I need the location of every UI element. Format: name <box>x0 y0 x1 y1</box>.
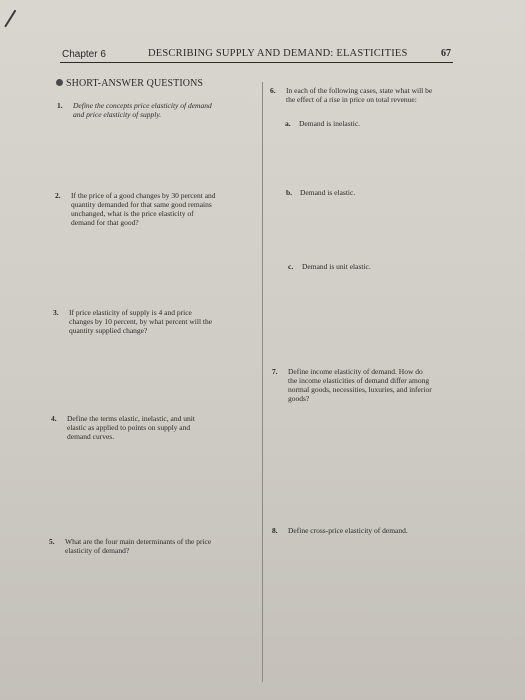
chapter-title: DESCRIBING SUPPLY AND DEMAND: ELASTICITIES <box>148 48 408 59</box>
subpart-text: Demand is inelastic. <box>299 119 361 128</box>
question-number: 6. <box>270 86 276 95</box>
question-number: 3. <box>53 308 59 317</box>
question-number: 7. <box>272 367 278 376</box>
question-number: 4. <box>51 414 57 423</box>
question-line: changes by 10 percent, by what percent will the <box>69 317 213 326</box>
question-text <box>71 191 216 227</box>
question-line: If the price of a good changes by 30 percent and <box>71 191 216 200</box>
question-line: the income elasticities of demand differ among <box>288 376 430 385</box>
question-text <box>73 101 212 119</box>
question-line: quantity demanded for that same good remains <box>71 200 212 209</box>
subpart-label: a. <box>285 119 291 128</box>
page-number: 67 <box>441 48 451 59</box>
question-text <box>286 86 432 104</box>
section-title: SHORT-ANSWER QUESTIONS <box>66 78 204 89</box>
question-line: If price elasticity of supply is 4 and price <box>69 308 192 317</box>
question-line: the effect of a rise in price on total revenue: <box>286 95 417 104</box>
question-text <box>69 308 212 335</box>
question-line: elastic as applied to points on supply and <box>67 423 191 432</box>
question-line: elasticity of demand? <box>65 546 130 555</box>
pencil-mark <box>4 10 16 28</box>
question-text <box>288 367 432 403</box>
column-divider <box>262 82 263 682</box>
question-number: 1. <box>57 101 63 110</box>
subpart-label: b. <box>286 188 293 197</box>
subpart-text: Demand is elastic. <box>300 188 356 197</box>
question-line: What are the four main determinants of the price <box>65 537 212 546</box>
question-line: goods? <box>288 394 310 403</box>
subpart-label: c. <box>288 262 294 271</box>
question-text <box>65 537 211 555</box>
section-heading <box>56 78 203 89</box>
question-line: and price elasticity of supply. <box>73 110 162 119</box>
question-line: Define the terms elastic, inelastic, and unit <box>67 414 195 423</box>
question-text <box>67 414 195 441</box>
question-line: unchanged, what is the price elasticity of <box>71 209 194 218</box>
question-text <box>288 526 408 535</box>
question-line: normal goods, necessities, luxuries, and inferior <box>288 385 432 394</box>
question-line: Define cross-price elasticity of demand. <box>288 526 408 535</box>
question-number: 2. <box>55 191 61 200</box>
question-number: 8. <box>272 526 278 535</box>
page-header <box>60 46 453 63</box>
question-line: demand curves. <box>67 432 115 441</box>
chapter-label: Chapter 6 <box>62 49 106 60</box>
question-number: 5. <box>49 537 55 546</box>
bullet-icon <box>56 79 63 86</box>
question-line: Define income elasticity of demand. How do <box>288 367 423 376</box>
question-line: Define the concepts price elasticity of demand <box>73 101 212 110</box>
question-line: demand for that good? <box>71 218 139 227</box>
question-line: quantity supplied change? <box>69 326 148 335</box>
subpart-text: Demand is unit elastic. <box>302 262 371 271</box>
question-line: In each of the following cases, state what will be <box>286 86 433 95</box>
